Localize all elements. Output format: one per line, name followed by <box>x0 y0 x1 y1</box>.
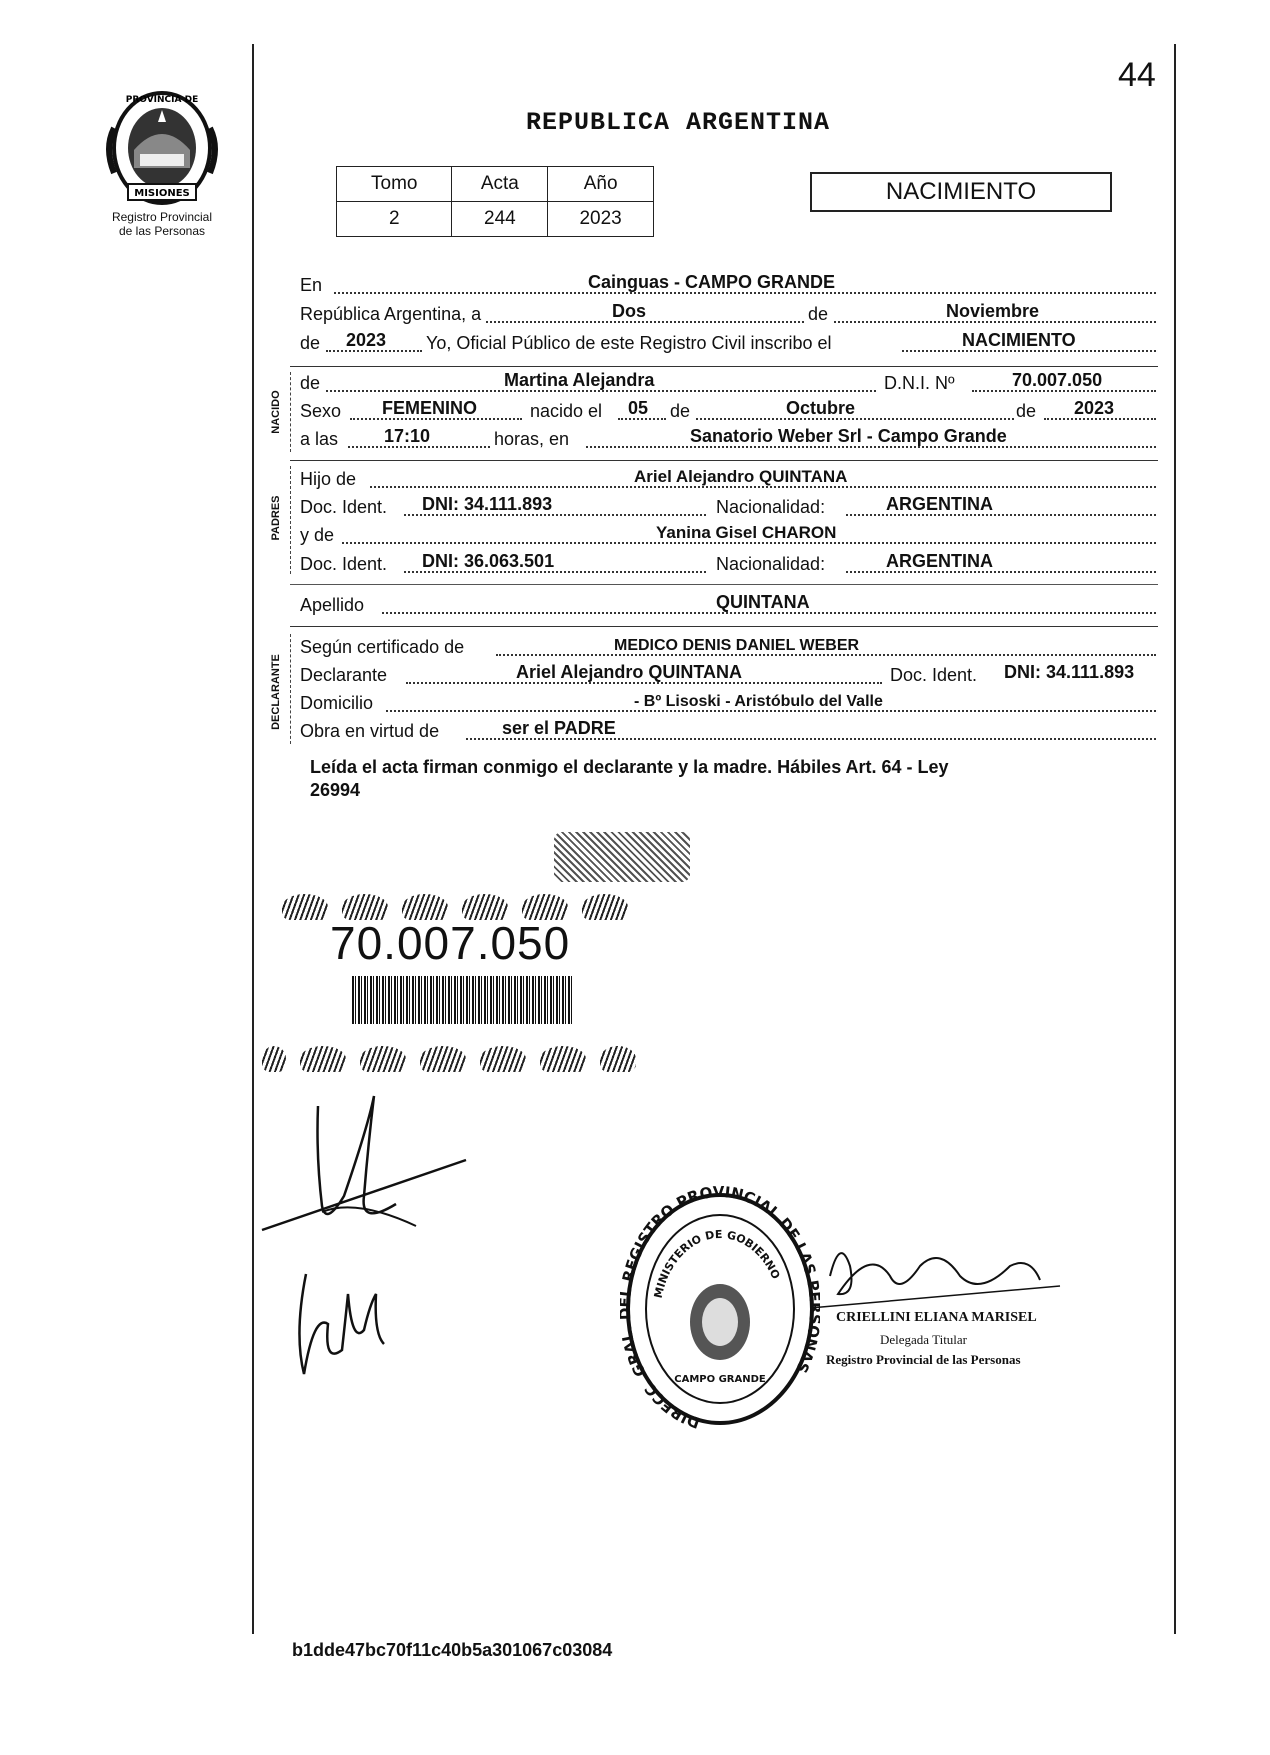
decl-doc-label: Doc. Ident. <box>890 665 978 685</box>
a-las-label: a las <box>300 429 339 449</box>
seal-inner-text-path: MINISTERIO DE GOBIERNO <box>651 1227 783 1300</box>
separator-apellido-top <box>290 584 1158 585</box>
year-value: 2023 <box>346 330 387 350</box>
nac-de2-label: de <box>1016 401 1037 421</box>
padre-value: Ariel Alejandro QUINTANA <box>634 467 848 486</box>
y-de-label: y de <box>300 525 335 545</box>
madre-nac-value: ARGENTINA <box>886 551 993 571</box>
line-sexo <box>300 398 1156 426</box>
record-table <box>336 166 654 237</box>
line-domicilio <box>300 690 1156 718</box>
line-certificado <box>300 634 1156 662</box>
registry-mark-icon <box>540 1046 586 1072</box>
record-table-value-row <box>337 202 654 237</box>
page-number: 44 <box>1118 56 1156 94</box>
declarante-bracket <box>290 634 291 744</box>
dni-stamp-number: 70.007.050 <box>330 917 571 969</box>
right-margin-line <box>1174 44 1176 1634</box>
stamp-rail-bottom <box>262 1046 722 1076</box>
obra-value: ser el PADRE <box>502 718 616 738</box>
barcode <box>352 976 572 1024</box>
day-value: Dos <box>612 301 647 321</box>
registry-mark-icon <box>582 894 628 920</box>
apellido-value: QUINTANA <box>716 592 810 612</box>
logo-bottom-text: MISIONES <box>134 188 190 199</box>
province-logo <box>92 88 232 206</box>
logo-top-text: PROVINCIA DE <box>125 95 199 105</box>
padre-doc-value: DNI: 34.111.893 <box>422 494 553 514</box>
left-margin-line <box>252 44 254 1634</box>
line-en <box>300 272 1156 300</box>
line-apellido <box>300 592 1156 620</box>
closing-text-line1: Leída el acta firman conmigo el declarante y la madre. Hábiles Art. 64 - Ley <box>310 757 949 777</box>
line-padre-doc <box>300 494 1156 522</box>
declarante-label: Declarante <box>300 665 388 685</box>
registry-mark-icon <box>600 1046 636 1072</box>
closing-text-line2: 26994 <box>310 780 361 800</box>
nac-year-value: 2023 <box>1074 398 1115 418</box>
line-nombre <box>300 370 1156 398</box>
side-label-declarante: DECLARANTE <box>270 654 282 730</box>
side-label-nacido: NACIDO <box>270 390 282 434</box>
nacido-bracket <box>290 372 291 452</box>
line-declarante <box>300 662 1156 690</box>
yo-text: Yo, Oficial Público de este Registro Civil inscribo el <box>426 333 832 353</box>
declarante-value: Ariel Alejandro QUINTANA <box>516 662 743 682</box>
nacionalidad2-label: Nacionalidad: <box>716 554 826 574</box>
line-madre <box>300 522 1156 550</box>
registry-mark-icon <box>420 1046 466 1072</box>
value-tomo: 2 <box>337 202 452 237</box>
line-hora <box>300 426 1156 454</box>
doc-ident-label: Doc. Ident. <box>300 497 388 517</box>
padres-bracket <box>290 466 291 574</box>
domicilio-value: - Bº Lisoski - Aristóbulo del Valle <box>634 693 883 710</box>
en-label: En <box>300 275 323 295</box>
line-fecha <box>300 301 1156 329</box>
official-seal <box>620 1186 820 1436</box>
padre-nac-value: ARGENTINA <box>886 494 993 514</box>
apellido-label: Apellido <box>300 595 365 615</box>
closing-text <box>310 756 1150 802</box>
seal-bottom-text: CAMPO GRANDE <box>674 1374 766 1385</box>
nac-de-label: de <box>670 401 691 421</box>
value-ano: 2023 <box>548 202 654 237</box>
madre-value: Yanina Gisel CHARON <box>656 523 837 542</box>
separator-nacido-top <box>290 366 1158 367</box>
lugar-value: Sanatorio Weber Srl - Campo Grande <box>690 426 1007 446</box>
sexo-label: Sexo <box>300 401 342 421</box>
nacionalidad-label: Nacionalidad: <box>716 497 826 517</box>
logo-caption-line2: de las Personas <box>118 224 206 238</box>
separator-padres-top <box>290 460 1158 461</box>
month-value: Noviembre <box>946 301 1040 321</box>
security-pattern <box>554 832 690 882</box>
nombre-value: Martina Alejandra <box>504 370 655 390</box>
nacido-de-label: de <box>300 373 321 393</box>
madre-doc-value: DNI: 36.063.501 <box>422 551 555 571</box>
segun-value: MEDICO DENIS DANIEL WEBER <box>614 637 860 654</box>
seal-outer-text-path: DIRECC. GRA REGISTRO PROVINCIAL DE LAS NAS <box>620 1186 820 1432</box>
de2-label: de <box>300 333 321 353</box>
header-tomo: Tomo <box>337 167 452 202</box>
line-padre <box>300 466 1156 494</box>
mother-signature <box>284 1254 404 1384</box>
registry-mark-icon <box>300 1046 346 1072</box>
horas-en-label: horas, en <box>494 429 570 449</box>
doc-ident2-label: Doc. Ident. <box>300 554 388 574</box>
line-obra <box>300 718 1156 746</box>
dni-label: D.N.I. Nº <box>884 373 955 393</box>
en-value: Cainguas - CAMPO GRANDE <box>588 272 836 292</box>
side-label-padres: PADRES <box>270 495 282 541</box>
record-type-box: NACIMIENTO <box>810 172 1112 212</box>
document-hash: b1dde47bc70f11c40b5a301067c03084 <box>292 1640 613 1660</box>
value-acta: 244 <box>452 202 548 237</box>
rep-label: República Argentina, a <box>300 304 482 324</box>
declarant-signature <box>256 1086 476 1236</box>
nacido-el-label: nacido el <box>530 401 603 421</box>
hora-value: 17:10 <box>384 426 431 446</box>
dni-value: 70.007.050 <box>1012 370 1103 390</box>
logo-caption-line1: Registro Provincial <box>111 210 213 224</box>
domicilio-label: Domicilio <box>300 693 374 713</box>
official-signature <box>810 1236 1070 1316</box>
line-madre-doc <box>300 551 1156 579</box>
inscribo-value: NACIMIENTO <box>962 330 1076 350</box>
segun-label: Según certificado de <box>300 637 465 657</box>
hijo-de-label: Hijo de <box>300 469 357 489</box>
official-role: Delegada Titular <box>880 1332 968 1347</box>
header-ano: Año <box>548 167 654 202</box>
registry-mark-icon <box>282 894 328 920</box>
decl-doc-value: DNI: 34.111.893 <box>1004 662 1135 682</box>
registry-mark-icon <box>480 1046 526 1072</box>
registry-mark-icon <box>262 1046 286 1072</box>
separator-declarante-top <box>290 626 1158 627</box>
line-inscripcion <box>300 330 1156 358</box>
official-office: Registro Provincial de las Personas <box>826 1352 1021 1367</box>
header-acta: Acta <box>452 167 548 202</box>
obra-label: Obra en virtud de <box>300 721 440 741</box>
nac-day-value: 05 <box>628 398 649 418</box>
record-table-header-row <box>337 167 654 202</box>
nac-month-value: Octubre <box>786 398 856 418</box>
de-label: de <box>808 304 829 324</box>
official-name: CRIELLINI ELIANA MARISEL <box>836 1310 1037 1325</box>
sexo-value: FEMENINO <box>382 398 478 418</box>
logo-caption <box>92 210 232 238</box>
document-title: REPUBLICA ARGENTINA <box>526 108 831 137</box>
registry-mark-icon <box>360 1046 406 1072</box>
